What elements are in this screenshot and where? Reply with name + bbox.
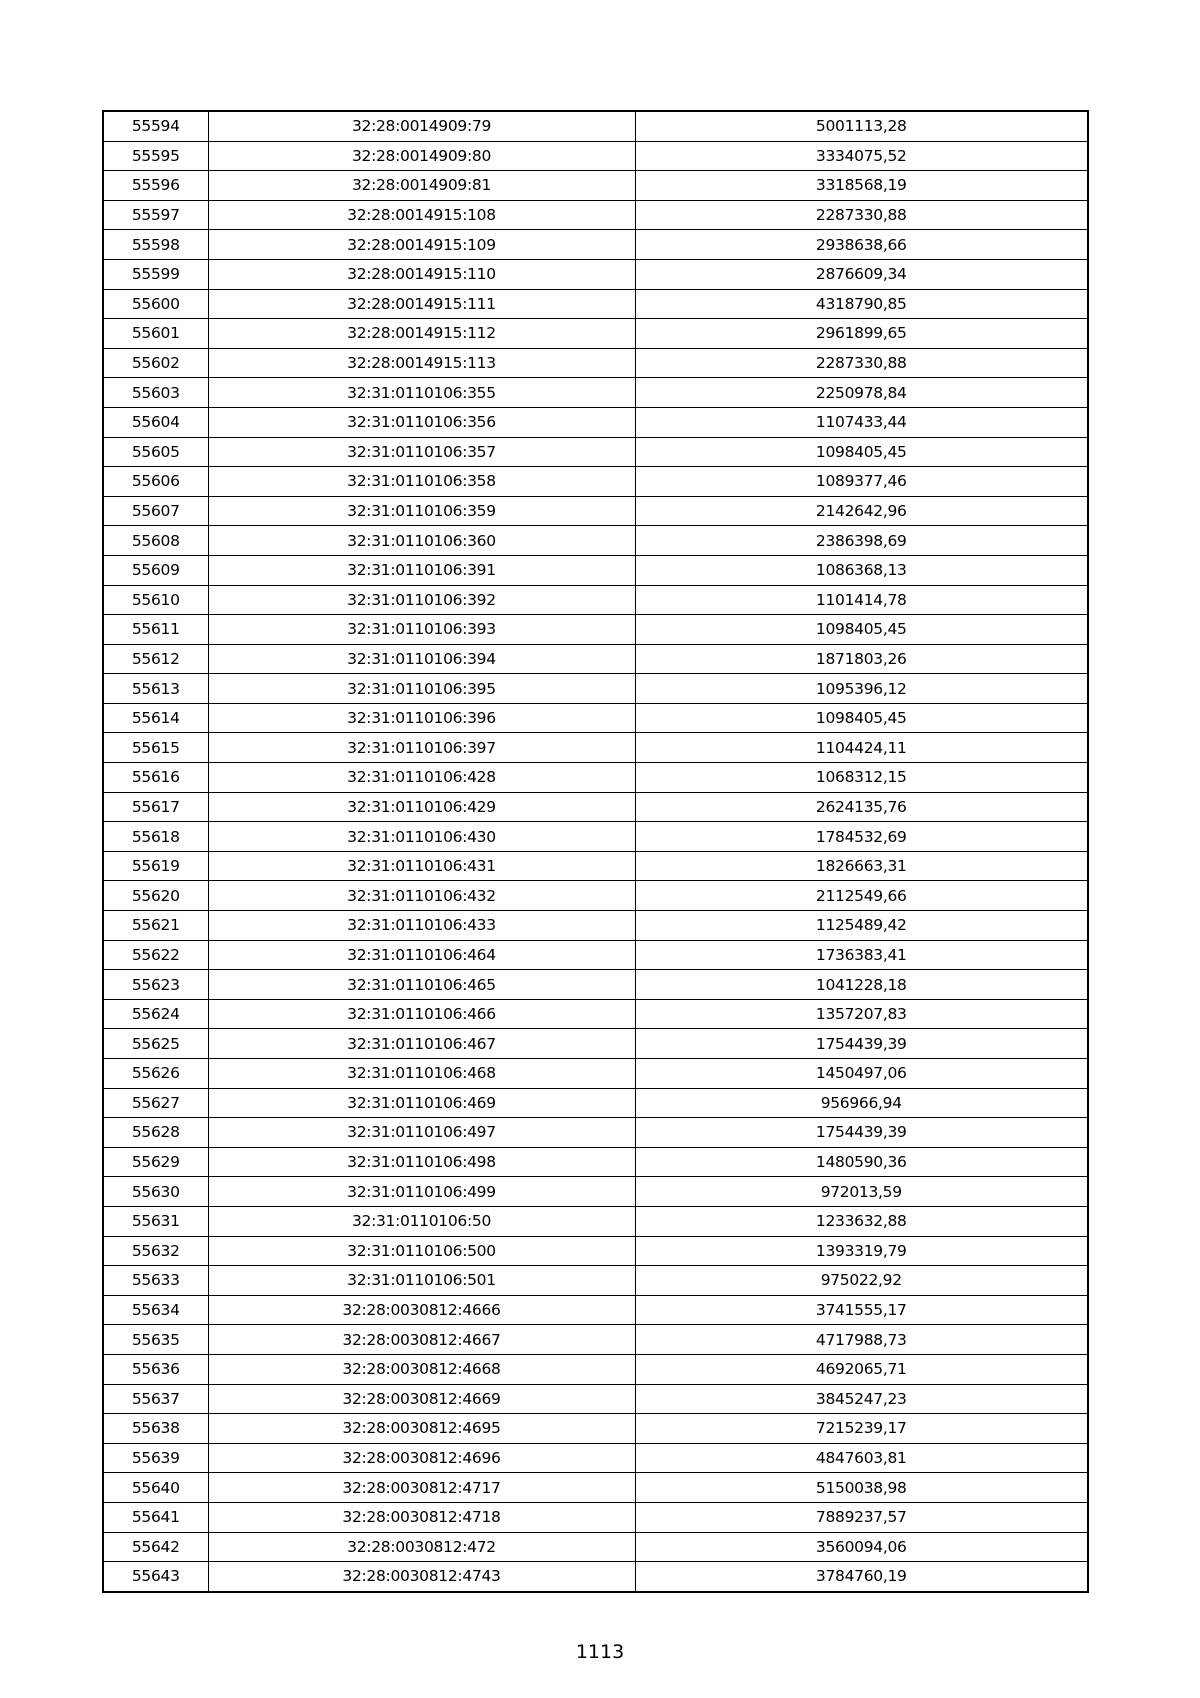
row-number-cell: 55612 [103, 644, 208, 674]
table-row [103, 970, 1088, 1000]
row-number-cell: 55608 [103, 526, 208, 556]
row-number-cell: 55634 [103, 1295, 208, 1325]
cadastral-value-cell: 1754439,39 [635, 1029, 1088, 1059]
cadastral-value-table [102, 110, 1089, 1593]
row-number-cell: 55618 [103, 822, 208, 852]
row-number-cell: 55603 [103, 378, 208, 408]
row-number-cell: 55637 [103, 1384, 208, 1414]
table-row [103, 792, 1088, 822]
row-number-cell: 55607 [103, 496, 208, 526]
cadastral-value-cell: 1089377,46 [635, 467, 1088, 497]
row-number-cell: 55605 [103, 437, 208, 467]
table-row [103, 526, 1088, 556]
row-number-cell: 55611 [103, 615, 208, 645]
row-number-cell: 55627 [103, 1088, 208, 1118]
cadastral-number-cell: 32:31:0110106:497 [208, 1118, 635, 1148]
row-number-cell: 55619 [103, 851, 208, 881]
cadastral-value-cell: 1041228,18 [635, 970, 1088, 1000]
cadastral-value-cell: 1107433,44 [635, 407, 1088, 437]
table-row [103, 1059, 1088, 1089]
cadastral-number-cell: 32:31:0110106:466 [208, 999, 635, 1029]
cadastral-number-cell: 32:28:0030812:4669 [208, 1384, 635, 1414]
cadastral-value-cell: 1826663,31 [635, 851, 1088, 881]
cadastral-value-cell: 1754439,39 [635, 1118, 1088, 1148]
table-row [103, 763, 1088, 793]
row-number-cell: 55599 [103, 259, 208, 289]
cadastral-value-cell: 4717988,73 [635, 1325, 1088, 1355]
cadastral-value-cell: 3741555,17 [635, 1295, 1088, 1325]
cadastral-number-cell: 32:28:0030812:472 [208, 1532, 635, 1562]
table-row [103, 1118, 1088, 1148]
table-row [103, 1354, 1088, 1384]
row-number-cell: 55595 [103, 141, 208, 171]
row-number-cell: 55643 [103, 1562, 208, 1592]
row-number-cell: 55616 [103, 763, 208, 793]
cadastral-number-cell: 32:28:0030812:4717 [208, 1473, 635, 1503]
cadastral-number-cell: 32:28:0014909:80 [208, 141, 635, 171]
cadastral-value-cell: 1393319,79 [635, 1236, 1088, 1266]
cadastral-value-cell: 1480590,36 [635, 1147, 1088, 1177]
table-row [103, 348, 1088, 378]
cadastral-number-cell: 32:28:0030812:4743 [208, 1562, 635, 1592]
cadastral-number-cell: 32:31:0110106:355 [208, 378, 635, 408]
cadastral-number-cell: 32:31:0110106:394 [208, 644, 635, 674]
cadastral-value-cell: 1450497,06 [635, 1059, 1088, 1089]
cadastral-number-cell: 32:31:0110106:467 [208, 1029, 635, 1059]
row-number-cell: 55633 [103, 1266, 208, 1296]
cadastral-value-cell: 1125489,42 [635, 911, 1088, 941]
cadastral-value-cell: 7889237,57 [635, 1502, 1088, 1532]
table-row [103, 141, 1088, 171]
row-number-cell: 55596 [103, 171, 208, 201]
cadastral-value-cell: 1784532,69 [635, 822, 1088, 852]
cadastral-value-cell: 5001113,28 [635, 111, 1088, 141]
cadastral-number-cell: 32:28:0014915:112 [208, 319, 635, 349]
cadastral-value-cell: 975022,92 [635, 1266, 1088, 1296]
row-number-cell: 55621 [103, 911, 208, 941]
cadastral-value-cell: 1098405,45 [635, 703, 1088, 733]
row-number-cell: 55594 [103, 111, 208, 141]
row-number-cell: 55629 [103, 1147, 208, 1177]
cadastral-number-cell: 32:31:0110106:357 [208, 437, 635, 467]
cadastral-value-cell: 972013,59 [635, 1177, 1088, 1207]
cadastral-number-cell: 32:31:0110106:395 [208, 674, 635, 704]
table-row [103, 1088, 1088, 1118]
cadastral-number-cell: 32:28:0030812:4695 [208, 1414, 635, 1444]
row-number-cell: 55602 [103, 348, 208, 378]
cadastral-value-cell: 2386398,69 [635, 526, 1088, 556]
cadastral-number-cell: 32:31:0110106:469 [208, 1088, 635, 1118]
table-row [103, 289, 1088, 319]
cadastral-number-cell: 32:28:0030812:4666 [208, 1295, 635, 1325]
table-row [103, 259, 1088, 289]
cadastral-value-cell: 1357207,83 [635, 999, 1088, 1029]
cadastral-value-cell: 3318568,19 [635, 171, 1088, 201]
cadastral-value-cell: 2876609,34 [635, 259, 1088, 289]
table-body [103, 111, 1088, 1592]
cadastral-value-cell: 1086368,13 [635, 555, 1088, 585]
cadastral-value-cell: 1104424,11 [635, 733, 1088, 763]
row-number-cell: 55642 [103, 1532, 208, 1562]
table-row [103, 1266, 1088, 1296]
row-number-cell: 55635 [103, 1325, 208, 1355]
cadastral-number-cell: 32:31:0110106:498 [208, 1147, 635, 1177]
cadastral-number-cell: 32:31:0110106:356 [208, 407, 635, 437]
table-row [103, 1443, 1088, 1473]
cadastral-value-cell: 4847603,81 [635, 1443, 1088, 1473]
cadastral-number-cell: 32:31:0110106:464 [208, 940, 635, 970]
table-row [103, 200, 1088, 230]
cadastral-number-cell: 32:31:0110106:500 [208, 1236, 635, 1266]
row-number-cell: 55639 [103, 1443, 208, 1473]
table-row [103, 230, 1088, 260]
row-number-cell: 55614 [103, 703, 208, 733]
table-row [103, 1532, 1088, 1562]
row-number-cell: 55623 [103, 970, 208, 1000]
page-number: 1113 [575, 1641, 625, 1663]
table-row [103, 1325, 1088, 1355]
table-row [103, 1206, 1088, 1236]
cadastral-number-cell: 32:31:0110106:50 [208, 1206, 635, 1236]
cadastral-number-cell: 32:31:0110106:431 [208, 851, 635, 881]
cadastral-number-cell: 32:31:0110106:391 [208, 555, 635, 585]
row-number-cell: 55600 [103, 289, 208, 319]
table-row [103, 644, 1088, 674]
cadastral-number-cell: 32:31:0110106:428 [208, 763, 635, 793]
table-row [103, 615, 1088, 645]
row-number-cell: 55613 [103, 674, 208, 704]
cadastral-number-cell: 32:31:0110106:396 [208, 703, 635, 733]
table-row [103, 940, 1088, 970]
cadastral-number-cell: 32:28:0014915:109 [208, 230, 635, 260]
table-row [103, 1384, 1088, 1414]
cadastral-value-cell: 3784760,19 [635, 1562, 1088, 1592]
row-number-cell: 55631 [103, 1206, 208, 1236]
row-number-cell: 55628 [103, 1118, 208, 1148]
cadastral-number-cell: 32:31:0110106:468 [208, 1059, 635, 1089]
table-row [103, 1295, 1088, 1325]
table-row [103, 319, 1088, 349]
row-number-cell: 55638 [103, 1414, 208, 1444]
table-row [103, 733, 1088, 763]
cadastral-number-cell: 32:31:0110106:360 [208, 526, 635, 556]
table-row [103, 1473, 1088, 1503]
table-row [103, 1502, 1088, 1532]
table-row [103, 674, 1088, 704]
cadastral-value-cell: 2250978,84 [635, 378, 1088, 408]
cadastral-number-cell: 32:28:0030812:4718 [208, 1502, 635, 1532]
table-row [103, 407, 1088, 437]
cadastral-value-cell: 1068312,15 [635, 763, 1088, 793]
row-number-cell: 55624 [103, 999, 208, 1029]
table-row [103, 496, 1088, 526]
table-row [103, 1147, 1088, 1177]
table-row [103, 171, 1088, 201]
cadastral-number-cell: 32:31:0110106:392 [208, 585, 635, 615]
cadastral-value-cell: 1098405,45 [635, 437, 1088, 467]
cadastral-value-cell: 2287330,88 [635, 200, 1088, 230]
table-row [103, 1236, 1088, 1266]
table-row [103, 437, 1088, 467]
table-row [103, 585, 1088, 615]
cadastral-number-cell: 32:28:0014909:79 [208, 111, 635, 141]
cadastral-number-cell: 32:31:0110106:432 [208, 881, 635, 911]
row-number-cell: 55626 [103, 1059, 208, 1089]
table-row [103, 1414, 1088, 1444]
cadastral-value-cell: 2287330,88 [635, 348, 1088, 378]
cadastral-value-cell: 7215239,17 [635, 1414, 1088, 1444]
table-row [103, 111, 1088, 141]
cadastral-number-cell: 32:28:0014915:111 [208, 289, 635, 319]
table-row [103, 851, 1088, 881]
cadastral-value-cell: 2961899,65 [635, 319, 1088, 349]
cadastral-value-cell: 2112549,66 [635, 881, 1088, 911]
row-number-cell: 55625 [103, 1029, 208, 1059]
cadastral-number-cell: 32:28:0030812:4696 [208, 1443, 635, 1473]
row-number-cell: 55620 [103, 881, 208, 911]
cadastral-number-cell: 32:31:0110106:429 [208, 792, 635, 822]
table-row [103, 1562, 1088, 1592]
cadastral-value-cell: 2938638,66 [635, 230, 1088, 260]
cadastral-value-cell: 956966,94 [635, 1088, 1088, 1118]
row-number-cell: 55610 [103, 585, 208, 615]
row-number-cell: 55597 [103, 200, 208, 230]
cadastral-number-cell: 32:28:0014915:113 [208, 348, 635, 378]
table-row [103, 378, 1088, 408]
cadastral-value-cell: 1736383,41 [635, 940, 1088, 970]
table-row [103, 881, 1088, 911]
cadastral-number-cell: 32:31:0110106:358 [208, 467, 635, 497]
table-row [103, 1177, 1088, 1207]
table-row [103, 1029, 1088, 1059]
cadastral-number-cell: 32:28:0014909:81 [208, 171, 635, 201]
cadastral-number-cell: 32:31:0110106:501 [208, 1266, 635, 1296]
cadastral-number-cell: 32:28:0030812:4668 [208, 1354, 635, 1384]
row-number-cell: 55630 [103, 1177, 208, 1207]
table-row [103, 703, 1088, 733]
cadastral-value-cell: 4692065,71 [635, 1354, 1088, 1384]
cadastral-value-cell: 4318790,85 [635, 289, 1088, 319]
cadastral-value-cell: 2142642,96 [635, 496, 1088, 526]
cadastral-number-cell: 32:28:0014915:110 [208, 259, 635, 289]
table-row [103, 467, 1088, 497]
cadastral-value-cell: 1101414,78 [635, 585, 1088, 615]
row-number-cell: 55604 [103, 407, 208, 437]
row-number-cell: 55609 [103, 555, 208, 585]
row-number-cell: 55617 [103, 792, 208, 822]
row-number-cell: 55598 [103, 230, 208, 260]
row-number-cell: 55606 [103, 467, 208, 497]
cadastral-number-cell: 32:31:0110106:359 [208, 496, 635, 526]
table-row [103, 555, 1088, 585]
cadastral-number-cell: 32:31:0110106:465 [208, 970, 635, 1000]
cadastral-number-cell: 32:31:0110106:393 [208, 615, 635, 645]
cadastral-number-cell: 32:31:0110106:433 [208, 911, 635, 941]
row-number-cell: 55632 [103, 1236, 208, 1266]
cadastral-value-cell: 3845247,23 [635, 1384, 1088, 1414]
table-row [103, 911, 1088, 941]
cadastral-number-cell: 32:31:0110106:430 [208, 822, 635, 852]
row-number-cell: 55622 [103, 940, 208, 970]
row-number-cell: 55601 [103, 319, 208, 349]
row-number-cell: 55636 [103, 1354, 208, 1384]
row-number-cell: 55640 [103, 1473, 208, 1503]
cadastral-value-cell: 5150038,98 [635, 1473, 1088, 1503]
cadastral-number-cell: 32:31:0110106:397 [208, 733, 635, 763]
cadastral-number-cell: 32:28:0030812:4667 [208, 1325, 635, 1355]
cadastral-value-cell: 1233632,88 [635, 1206, 1088, 1236]
row-number-cell: 55615 [103, 733, 208, 763]
table-row [103, 999, 1088, 1029]
cadastral-value-cell: 1095396,12 [635, 674, 1088, 704]
cadastral-number-cell: 32:31:0110106:499 [208, 1177, 635, 1207]
cadastral-value-cell: 3560094,06 [635, 1532, 1088, 1562]
table-row [103, 822, 1088, 852]
cadastral-value-cell: 1871803,26 [635, 644, 1088, 674]
cadastral-value-cell: 1098405,45 [635, 615, 1088, 645]
cadastral-value-cell: 3334075,52 [635, 141, 1088, 171]
cadastral-number-cell: 32:28:0014915:108 [208, 200, 635, 230]
cadastral-value-cell: 2624135,76 [635, 792, 1088, 822]
row-number-cell: 55641 [103, 1502, 208, 1532]
